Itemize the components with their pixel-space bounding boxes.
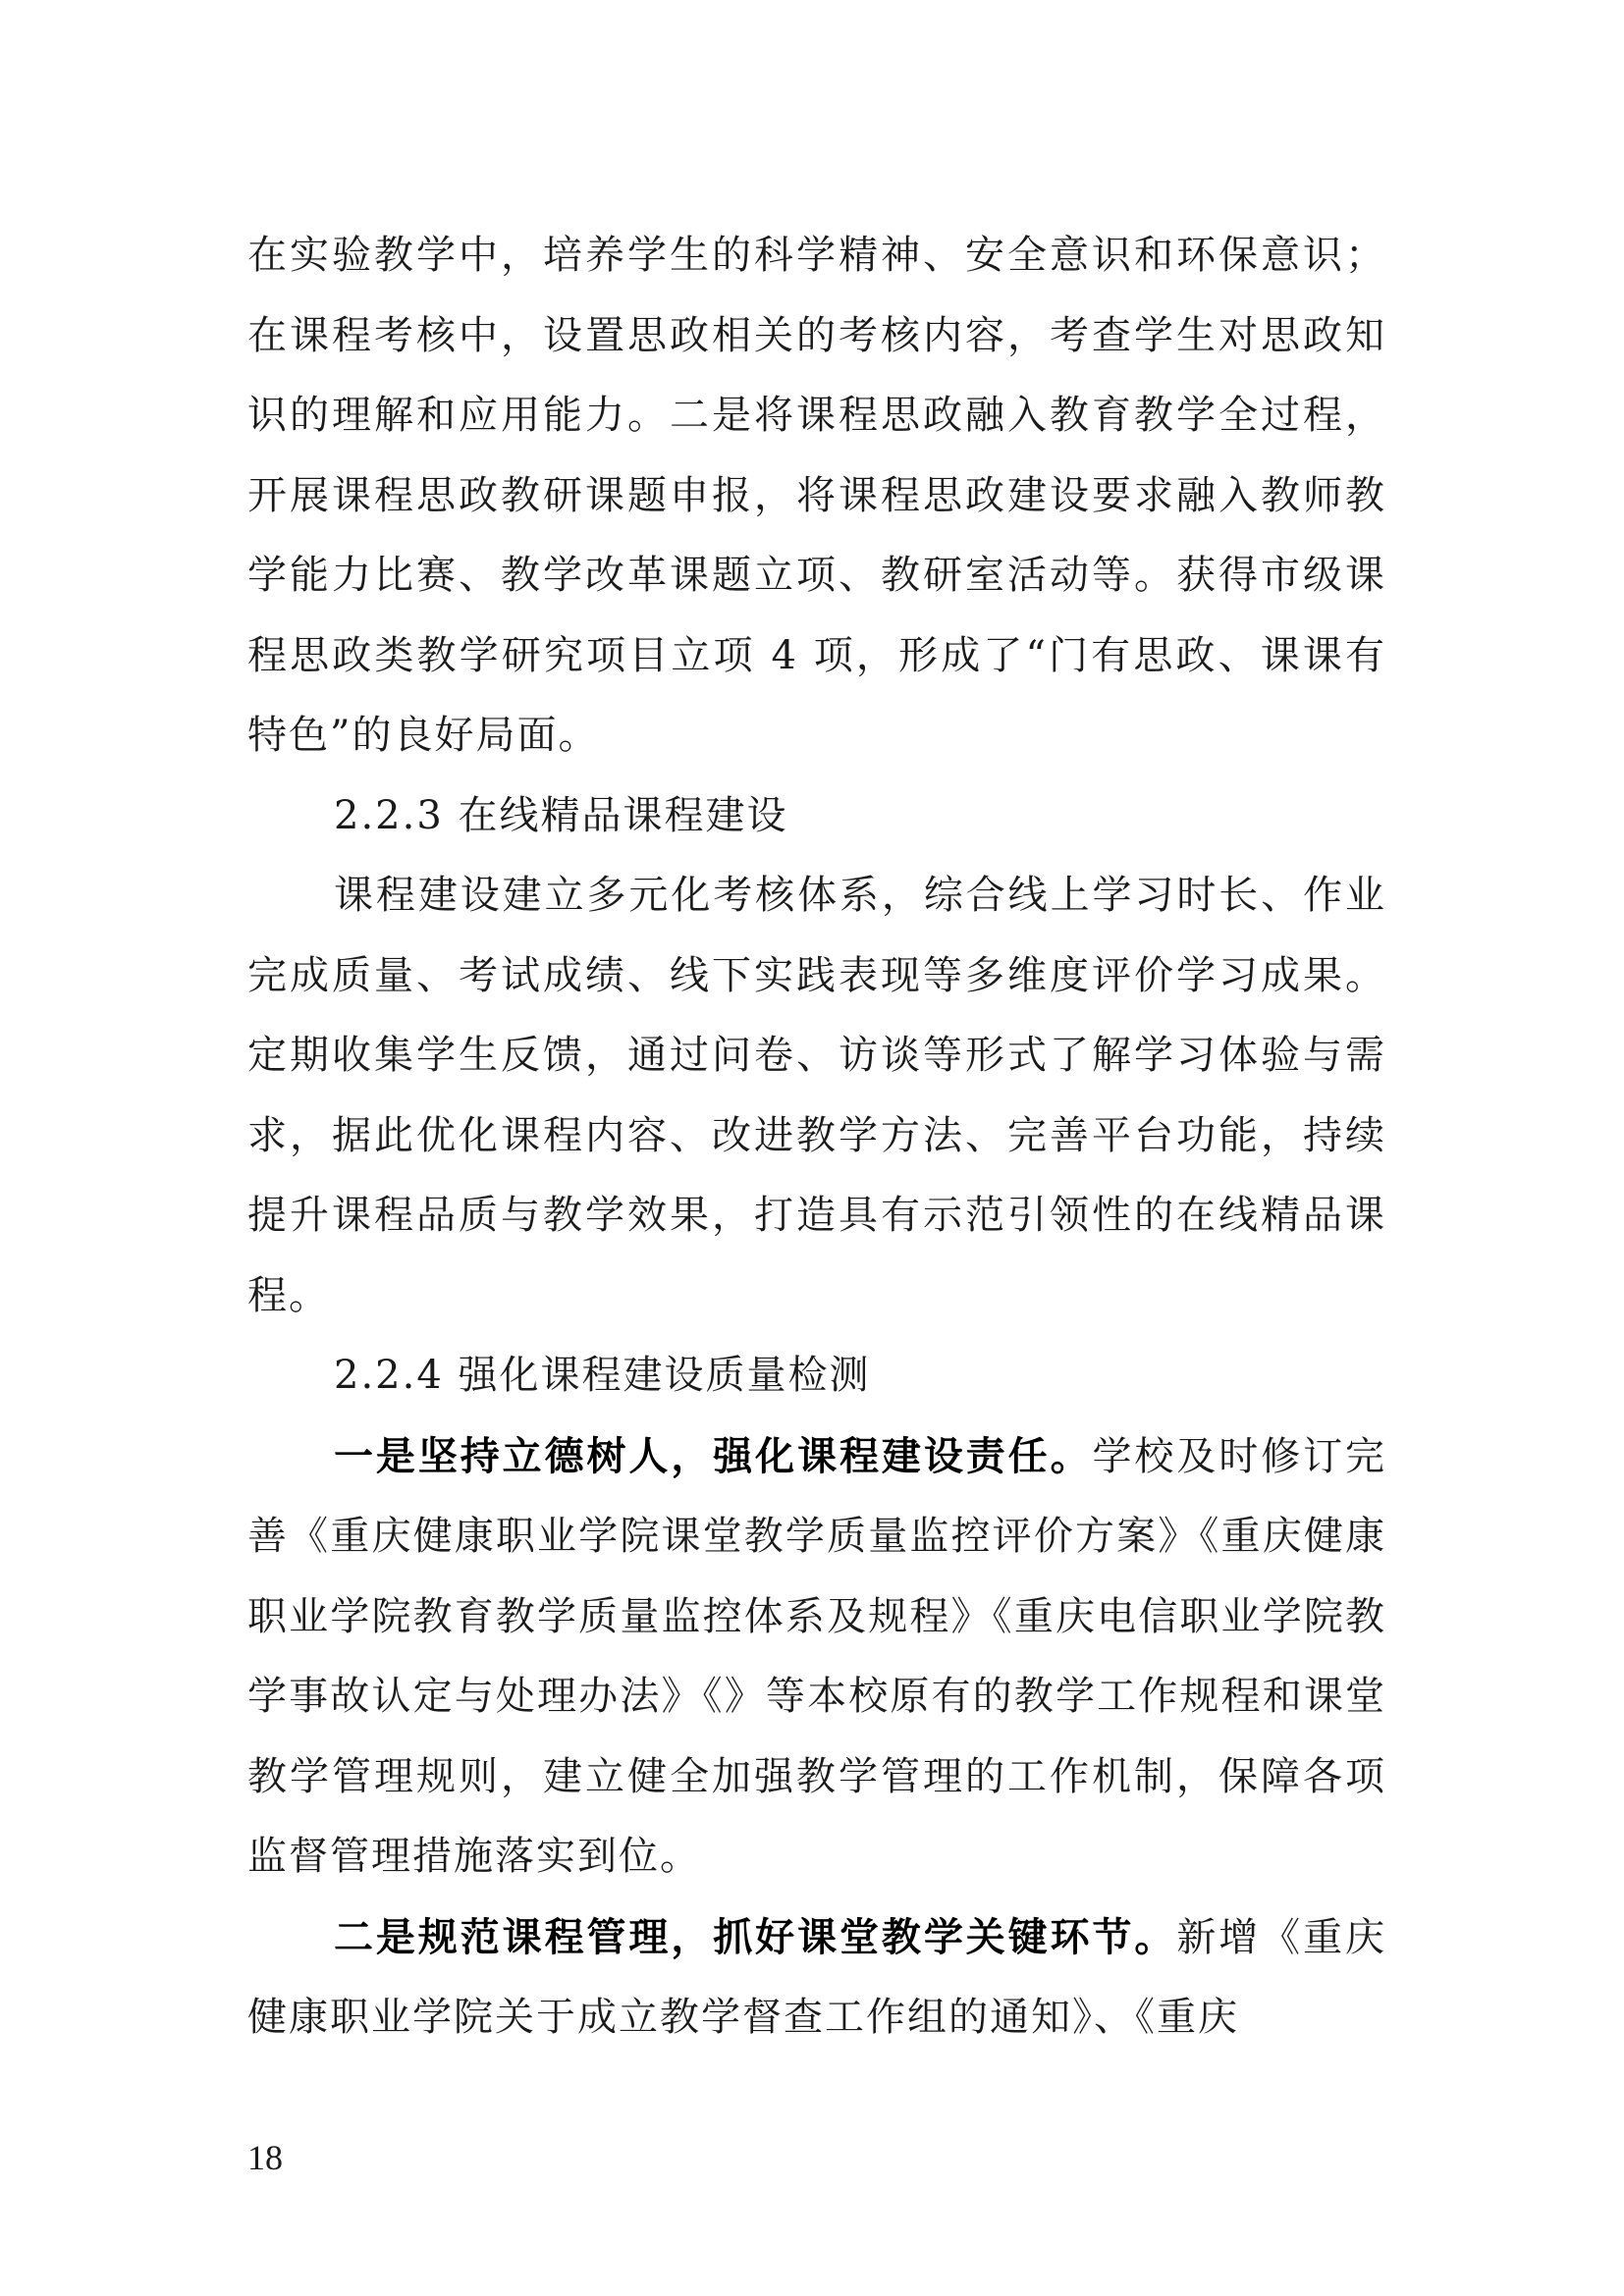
- paragraph-point-two: [247, 1897, 1386, 2058]
- page-number: 18: [247, 2138, 283, 2177]
- point-two-lead: 二是规范课程管理，抓好课堂教学关键环节。: [334, 1913, 1177, 1960]
- section-heading-2-2-4: 2.2.4 强化课程建设质量检测: [334, 1353, 871, 1398]
- point-two-body: 新增《重庆健康职业学院关于成立教学督查工作组的通知》、《重庆: [247, 1914, 1387, 2040]
- point-one-body: 学校及时修订完善《重庆健康职业学院课堂教学质量监控评价方案》《重庆健康职业学院教育教学质量监控体系及规程》《重庆电信职业学院教学事故认定与处理办法》《》等本校原有的教学工作规程和课堂教学管理规则，建立健全加强教学管理的工作机制，保障各项监督管理措施落实到位。: [247, 1433, 1386, 1879]
- paragraph-online-course: 课程建设建立多元化考核体系，综合线上学习时长、作业完成质量、考试成绩、线下实践表现等多维度评价学习成果。定期收集学生反馈，通过问卷、访谈等形式了解学习体验与需求，据此优化课程内容、改进教学方法、完善平台功能，持续提升课程品质与教学效果，打造具有示范引领性的在线精品课程。: [247, 873, 1386, 1318]
- section-heading-2-2-3: 2.2.3 在线精品课程建设: [334, 792, 788, 838]
- point-one-lead: 一是坚持立德树人，强化课程建设责任。: [334, 1432, 1093, 1479]
- page-body: [247, 216, 1386, 2058]
- paragraph-continued: 在实验教学中，培养学生的科学精神、安全意识和环保意识；在课程考核中，设置思政相关的考核内容，考查学生对思政知识的理解和应用能力。二是将课程思政融入教育教学全过程，开展课程思政教研课题申报，将课程思政建设要求融入教师教学能力比赛、教学改革课题立项、教研室活动等。获得市级课程思政类教学研究项目立项 4 项，形成了“门有思政、课课有特色”的良好局面。: [247, 233, 1386, 758]
- paragraph-point-one: [247, 1416, 1386, 1897]
